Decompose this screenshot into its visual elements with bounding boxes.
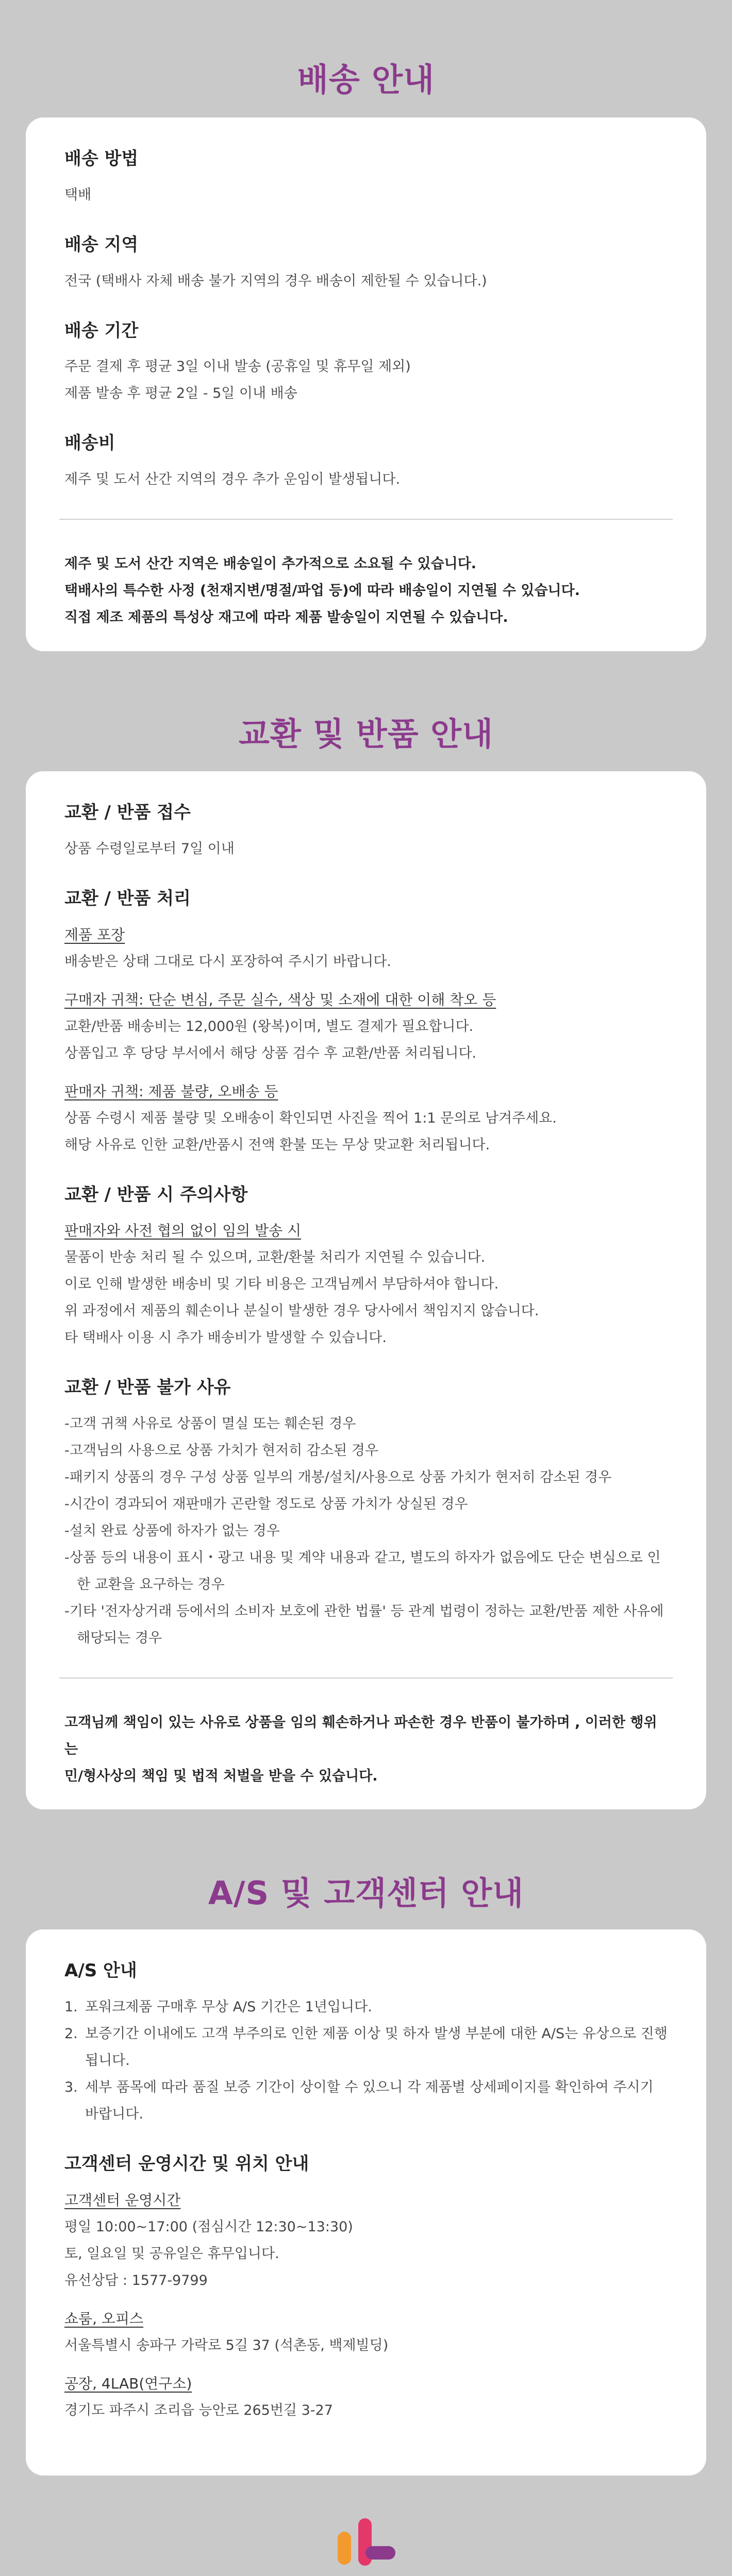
list-item: -고객님의 사용으로 상품 가치가 현저히 감소된 경우 <box>64 1443 378 1459</box>
returns-caution-line: 타 택배사 이용 시 추가 배송비가 발생할 수 있습니다. <box>64 1330 387 1346</box>
shipping-fee-heading: 배송비 <box>64 433 115 454</box>
list-number: 2. <box>64 2025 78 2042</box>
shipping-period-heading: 배송 기간 <box>64 320 139 341</box>
shipping-period-line: 주문 결제 후 평균 3일 이내 발송 (공휴일 및 휴무일 제외) <box>64 359 411 375</box>
returns-seller-line: 해당 사유로 인한 교환/반품시 전액 환불 또는 무상 맞교환 처리됩니다. <box>64 1137 490 1153</box>
returns-caution-sub: 판매자와 사전 협의 없이 임의 발송 시 <box>64 1222 302 1240</box>
shipping-card <box>26 117 706 651</box>
returns-receipt-heading: 교환 / 반품 접수 <box>64 802 191 823</box>
list-item <box>64 2021 668 2074</box>
as-title: A/S 및 고객센터 안내 <box>208 1874 524 1912</box>
returns-buyer-line: 교환/반품 배송비는 12,000원 (왕복)이며, 별도 결제가 필요합니다. <box>64 1018 474 1035</box>
as-showroom-sub: 쇼룸, 오피스 <box>64 2310 144 2327</box>
list-item: -상품 등의 내용이 표시・광고 내용 및 계약 내용과 같고, 별도의 하자가 없음에도 단순 변심으로 인한 교환을 요구하는 경우 <box>64 1550 661 1593</box>
shipping-period-line: 제품 발송 후 평균 2일 - 5일 이내 배송 <box>64 385 297 402</box>
returns-title: 교환 및 반품 안내 <box>239 715 493 753</box>
divider <box>59 1677 673 1679</box>
returns-process-heading: 교환 / 반품 처리 <box>64 888 191 909</box>
shipping-method-heading: 배송 방법 <box>64 148 139 169</box>
returns-card <box>26 771 706 1809</box>
list-item: -설치 완료 상품에 하자가 없는 경우 <box>64 1523 280 1539</box>
shipping-region <box>64 234 668 295</box>
as-center <box>64 2154 668 2424</box>
divider <box>59 519 673 520</box>
list-text: 보증기간 이내에도 고객 부주의로 인한 제품 이상 및 하자 발생 부분에 대한 A/S는 유상으로 진행됩니다. <box>85 2025 668 2069</box>
returns-caution-line: 물품이 반송 처리 될 수 있으며, 교환/환불 처리가 지연될 수 있습니다. <box>64 1249 486 1266</box>
shipping-region-line: 전국 (택배사 자체 배송 불가 지역의 경우 배송이 제한될 수 있습니다.) <box>64 273 487 289</box>
as-factory-sub: 공장, 4LAB(연구소) <box>64 2375 192 2392</box>
returns-buyer-sub: 구매자 귀책: 단순 변심, 주문 실수, 색상 및 소재에 대한 이해 착오 등 <box>64 991 496 1008</box>
as-info-heading: A/S 안내 <box>64 1960 137 1981</box>
as-showroom-line: 서울특별시 송파구 가락로 5길 37 (석촌동, 백제빌딩) <box>64 2337 389 2353</box>
shipping-period <box>64 320 668 408</box>
list-item <box>64 1994 668 2021</box>
returns-seller-sub: 판매자 귀책: 제품 불량, 오배송 등 <box>64 1082 278 1100</box>
shipping-title: 배송 안내 <box>297 61 435 98</box>
shipping-method <box>64 148 668 209</box>
brand-logo-icon <box>332 2514 400 2571</box>
as-center-heading: 고객센터 운영시간 및 위치 안내 <box>64 2153 309 2174</box>
returns-notice-line: 민/형사상의 책임 및 법적 처벌을 받을 수 있습니다. <box>64 1768 378 1785</box>
returns-notice-line: 고객님께 책임이 있는 사유로 상품을 임의 훼손하거나 파손한 경우 반품이 불가하며 , 이러한 행위는 <box>64 1715 657 1758</box>
brand-logo <box>0 2514 732 2576</box>
shipping-method-line: 택배 <box>64 187 92 203</box>
returns-caution-heading: 교환 / 반품 시 주의사항 <box>64 1184 248 1205</box>
list-item <box>64 2074 668 2128</box>
returns-packing-sub: 제품 포장 <box>64 926 125 943</box>
as-factory-line: 경기도 파주시 조리읍 능안로 265번길 3-27 <box>64 2402 333 2418</box>
returns-unavailable <box>64 1377 668 1652</box>
as-info <box>64 1960 668 2128</box>
list-text: 세부 품목에 따라 품질 보증 기간이 상이할 수 있으니 각 제품별 상세페이지를 확인하여 주시기 바랍니다. <box>85 2079 654 2122</box>
list-number: 1. <box>64 1998 78 2015</box>
shipping-fee <box>64 433 668 493</box>
returns-caution <box>64 1184 668 1352</box>
list-item: -패키지 상품의 경우 구성 상품 일부의 개봉/설치/사용으로 상품 가치가 현저히 감소된 경우 <box>64 1469 612 1486</box>
as-card <box>26 1929 706 2476</box>
list-item: -기타 '전자상거래 등에서의 소비자 보호에 관한 법률' 등 관계 법령이 정하는 교환/반품 제한 사유에 해당되는 경우 <box>64 1603 664 1647</box>
returns-caution-line: 위 과정에서 제품의 훼손이나 분실이 발생한 경우 당사에서 책임지지 않습니다. <box>64 1303 539 1319</box>
shipping-region-heading: 배송 지역 <box>64 234 139 255</box>
returns-receipt <box>64 802 668 862</box>
as-hours-line: 토, 일요일 및 공유일은 휴무입니다. <box>64 2245 279 2262</box>
shipping-fee-line: 제주 및 도서 산간 지역의 경우 추가 운임이 발생됩니다. <box>64 471 401 488</box>
returns-buyer-line: 상품입고 후 당당 부서에서 해당 상품 검수 후 교환/반품 처리됩니다. <box>64 1045 477 1061</box>
returns-receipt-line: 상품 수령일로부터 7일 이내 <box>64 840 235 857</box>
shipping-notice-line: 택배사의 특수한 사정 (천재지변/명절/파업 등)에 따라 배송일이 지연될 수 있습니다. <box>64 583 580 599</box>
returns-seller-line: 상품 수령시 제품 불량 및 오배송이 확인되면 사진을 찍어 1:1 문의로 남겨주세요. <box>64 1110 557 1126</box>
as-hours-sub: 고객센터 운영시간 <box>64 2191 181 2209</box>
as-hours-line: 평일 10:00~17:00 (점심시간 12:30~13:30) <box>64 2218 353 2235</box>
list-item: -시간이 경과되어 재판매가 곤란할 정도로 상품 가치가 상실된 경우 <box>64 1496 468 1513</box>
list-text: 포워크제품 구매후 무상 A/S 기간은 1년입니다. <box>85 1998 372 2015</box>
returns-unavailable-heading: 교환 / 반품 불가 사유 <box>64 1377 231 1398</box>
returns-caution-line: 이로 인해 발생한 배송비 및 기타 비용은 고객님께서 부담하셔야 합니다. <box>64 1276 499 1293</box>
shipping-notice-line: 제주 및 도서 산간 지역은 배송일이 추가적으로 소요될 수 있습니다. <box>64 556 477 572</box>
as-hours-line: 유선상담 : 1577-9799 <box>64 2272 208 2289</box>
list-item: -고객 귀책 사유로 상품이 멸실 또는 훼손된 경우 <box>64 1416 356 1432</box>
returns-process <box>64 888 668 1159</box>
list-number: 3. <box>64 2079 78 2095</box>
shipping-notice-line: 직접 제조 제품의 특성상 재고에 따라 제품 발송일이 지연될 수 있습니다. <box>64 609 508 626</box>
returns-packing-line: 배송받은 상태 그대로 다시 포장하여 주시기 바랍니다. <box>64 953 391 970</box>
